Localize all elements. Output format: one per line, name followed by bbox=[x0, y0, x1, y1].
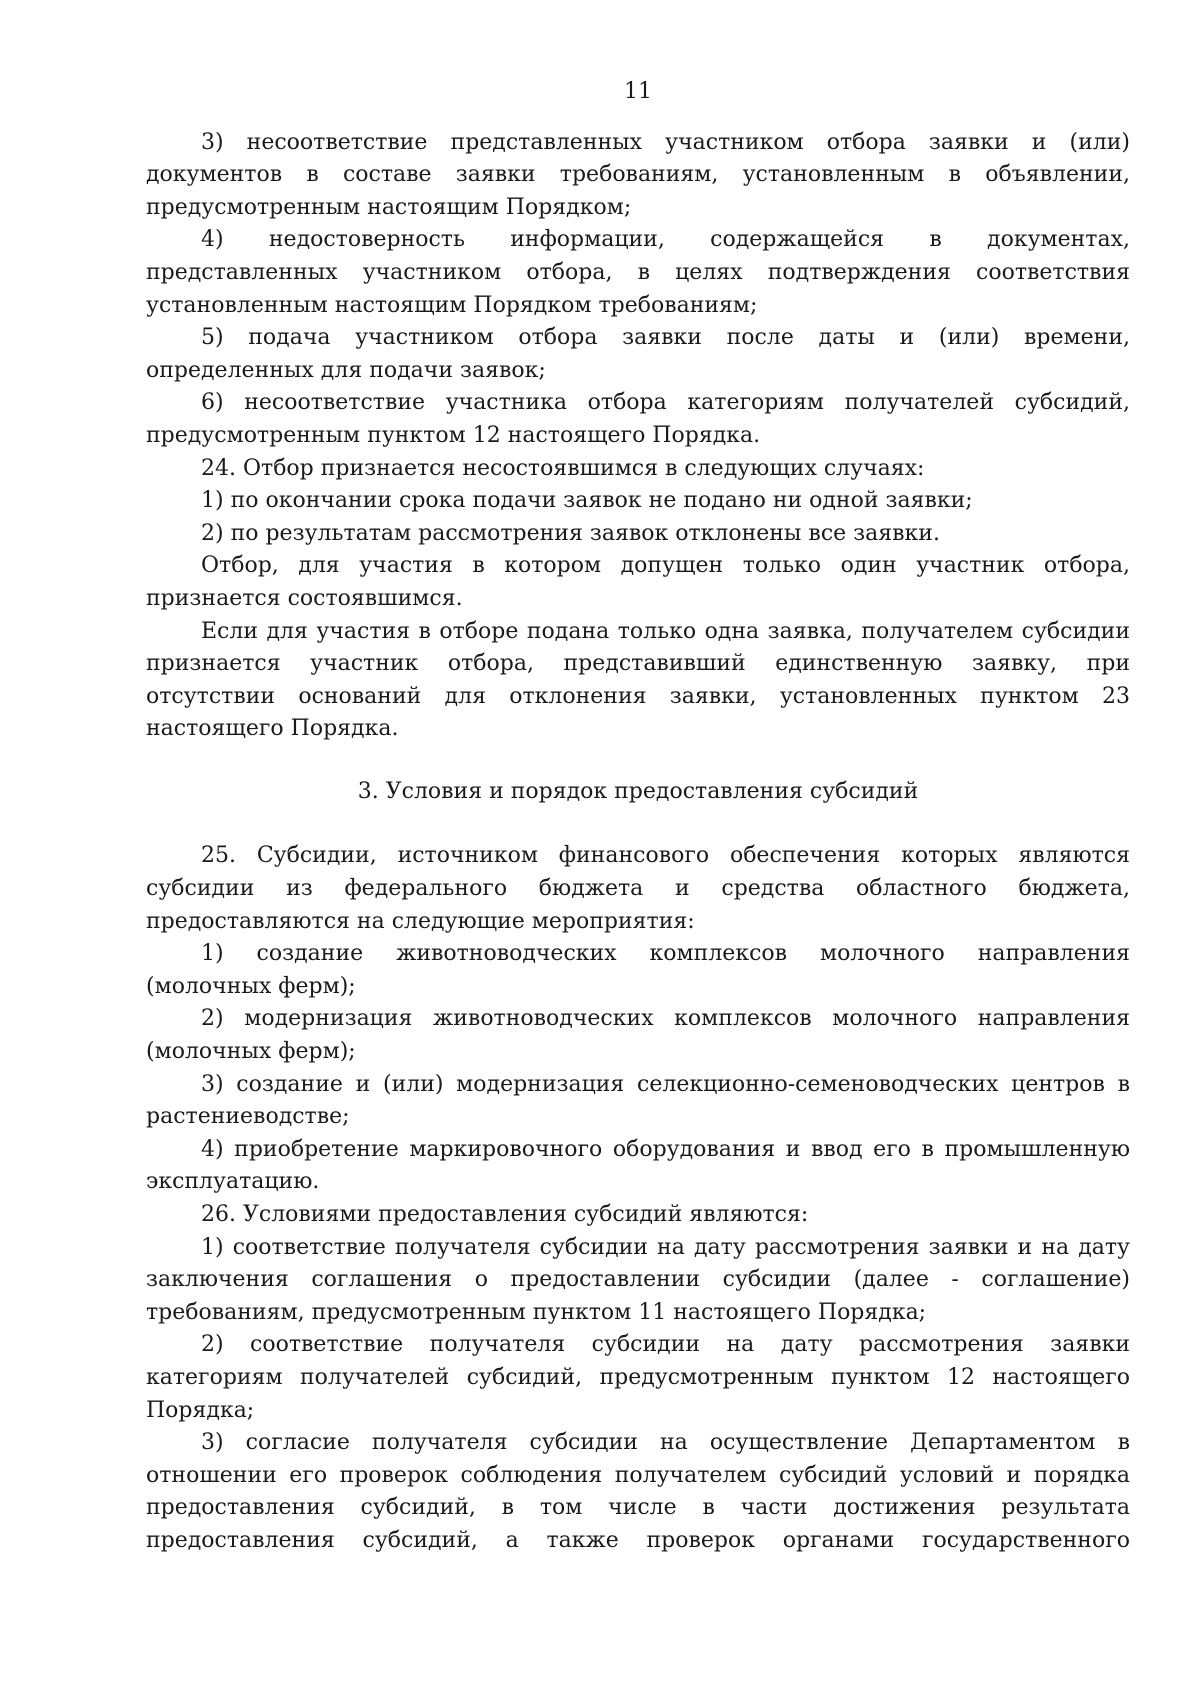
paragraph: 4) недостоверность информации, содержащейся в документах, представленных участником отбора, в целях подтверждения соответствия установленным настоящим Порядком требованиям; bbox=[146, 227, 1130, 318]
section-top-paragraphs bbox=[146, 127, 1130, 746]
paragraph: 2) соответствие получателя субсидии на дату рассмотрения заявки категориям получателей субсидий, предусмотренным пунктом 12 настоящего Порядка; bbox=[146, 1332, 1130, 1423]
paragraph: 1) создание животноводческих комплексов молочного направления (молочных ферм); bbox=[146, 941, 1130, 999]
paragraph: 2) по результатам рассмотрения заявок отклонены все заявки. bbox=[201, 520, 940, 546]
paragraph: 2) модернизация животноводческих комплексов молочного направления (молочных ферм); bbox=[146, 1006, 1130, 1065]
paragraph: 5) подача участником отбора заявки после даты и (или) времени, определенных для подачи заявок; bbox=[146, 325, 1130, 383]
paragraph: 26. Условиями предоставления субсидий являются: bbox=[201, 1202, 809, 1227]
paragraph: Если для участия в отборе подана только одна заявка, получателем субсидии признается участник отбора, представивший единственную заявку, при отсутствии оснований для отклонения заявки, установленных пунктом 23 настоящего Порядка. bbox=[146, 618, 1130, 742]
paragraph: Отбор, для участия в котором допущен только один участник отбора, признается состоявшимся. bbox=[146, 553, 1130, 611]
paragraph: 3) согласие получателя субсидии на осуществление Департаментом в отношении его проверок соблюдения получателем субсидий условий и порядка предоставления субсидий, в том числе в части достижения результата предоставления субсидий, а также проверок органами государственного bbox=[146, 1430, 1130, 1553]
paragraph: 3) несоответствие представленных участником отбора заявки и (или) документов в составе заявки требованиям, установленным в объявлении, предусмотренным настоящим Порядком; bbox=[146, 129, 1130, 220]
paragraph: 4) приобретение маркировочного оборудования и ввод его в промышленную эксплуатацию. bbox=[146, 1136, 1130, 1195]
paragraph: 6) несоответствие участника отбора категориям получателей субсидий, предусмотренным пунктом 12 настоящего Порядка. bbox=[146, 390, 1130, 448]
paragraph: 24. Отбор признается несостоявшимся в следующих случаях: bbox=[201, 455, 925, 481]
section-heading: 3. Условия и порядок предоставления субсидий bbox=[357, 778, 919, 804]
document-page bbox=[146, 76, 1130, 1558]
paragraph: 25. Субсидии, источником финансового обеспечения которых являются субсидии из федерального бюджета и средства областного бюджета, предоставляются на следующие мероприятия: bbox=[146, 843, 1130, 934]
paragraph: 1) соответствие получателя субсидии на дату рассмотрения заявки и на дату заключения соглашения о предоставлении субсидии (далее - соглашение) требованиям, предусмотренным пунктом 11 настоящего Порядка; bbox=[146, 1234, 1130, 1325]
paragraph: 1) по окончании срока подачи заявок не подано ни одной заявки; bbox=[201, 488, 973, 514]
paragraph: 3) создание и (или) модернизация селекционно-семеноводческих центров в растениеводстве; bbox=[146, 1071, 1130, 1130]
section-bottom-paragraphs bbox=[146, 840, 1130, 1557]
page-number: 11 bbox=[624, 79, 652, 104]
